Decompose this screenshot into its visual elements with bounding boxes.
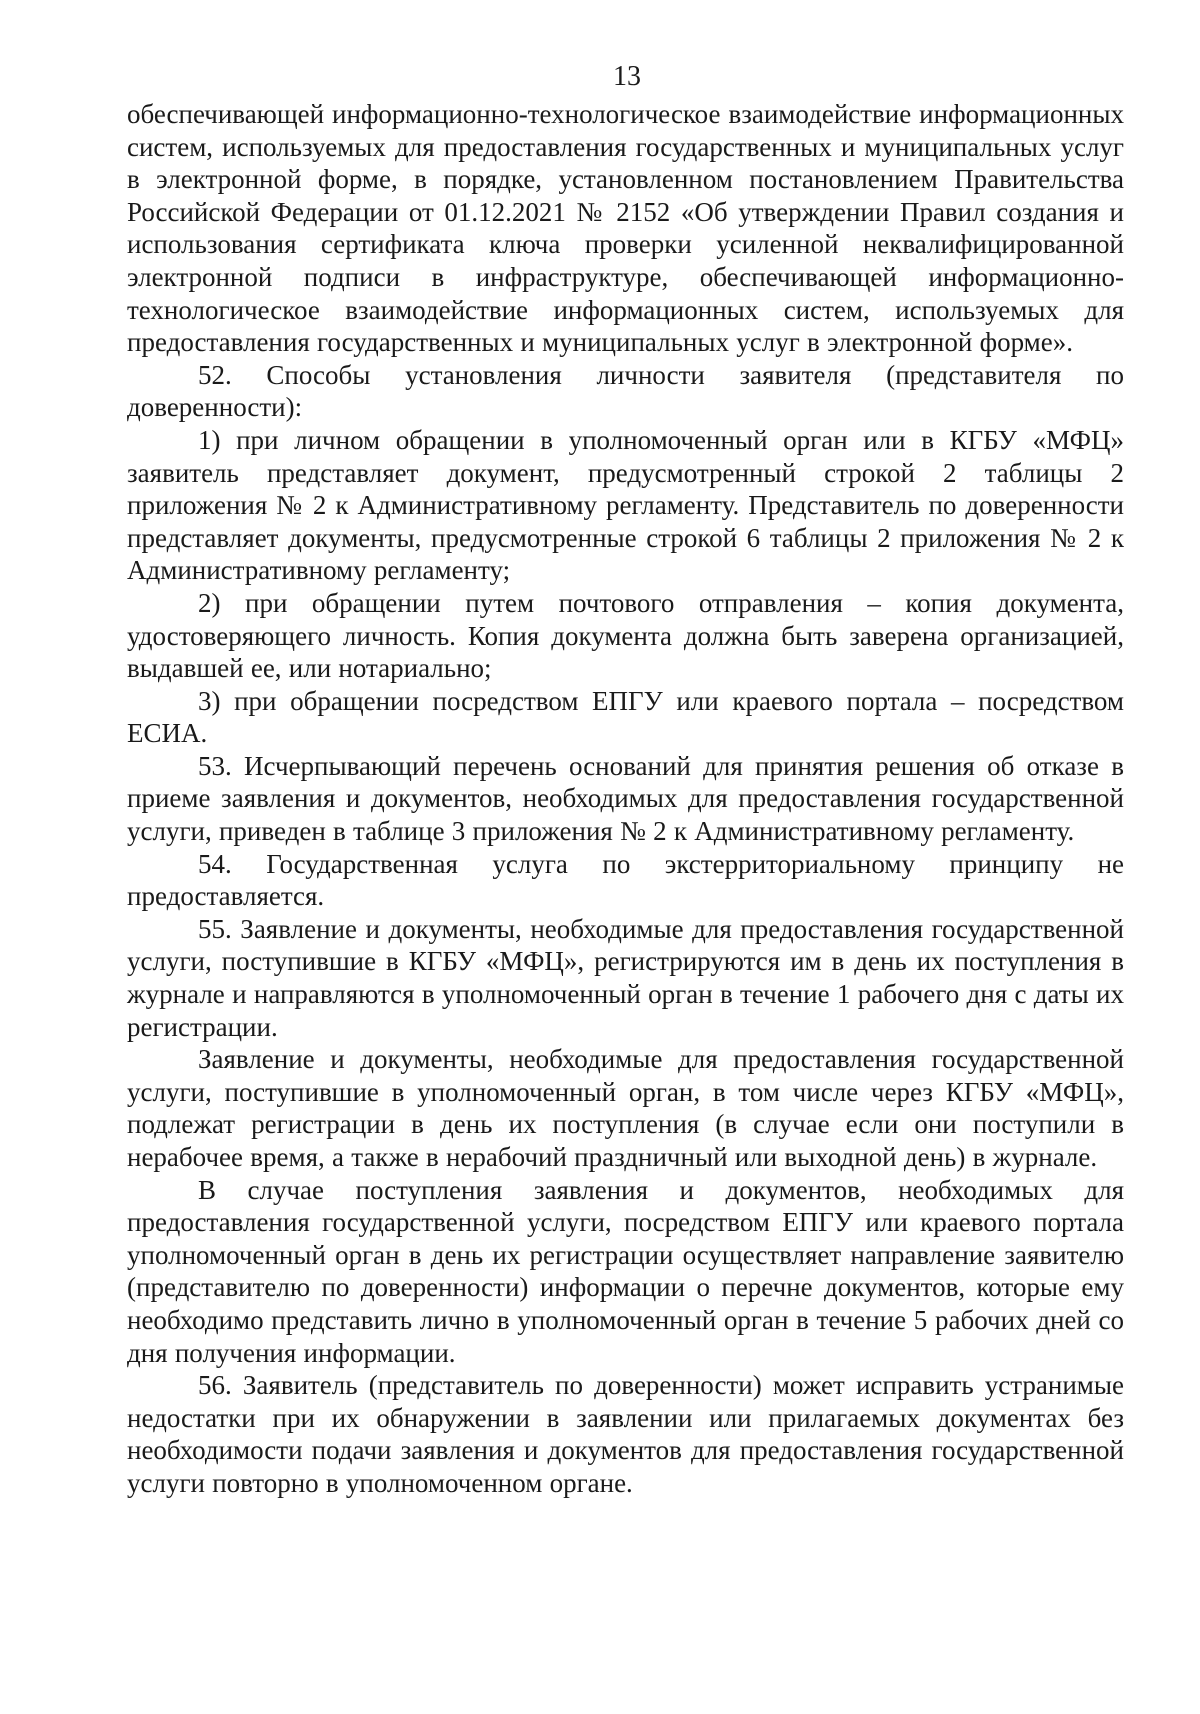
paragraph-53: 53. Исчерпывающий перечень оснований для принятия решения об отказе в приеме заявления и документов, необходимых для предоставления государственной услуги, приведен в таблице 3 приложения № 2 к Административному регламенту.	[127, 750, 1124, 847]
paragraph-52-item-2: 2) при обращении путем почтового отправления – копия документа, удостоверяющего личность. Копия документа должна быть заверена организацией, выдавшей ее, или нотариально;	[127, 587, 1124, 684]
paragraph-55: 55. Заявление и документы, необходимые для предоставления государственной услуги, поступившие в КГБУ «МФЦ», регистрируются им в день их поступления в журнале и направляются в уполномоченный орган в течение 1 рабочего дня с даты их регистрации.	[127, 913, 1124, 1042]
paragraph-52-item-3: 3) при обращении посредством ЕПГУ или краевого портала – посредством ЕСИА.	[127, 685, 1124, 749]
paragraph-52: 52. Способы установления личности заявителя (представителя по доверенности):	[127, 359, 1124, 423]
paragraph-55-registration: Заявление и документы, необходимые для предоставления государственной услуги, поступившие в уполномоченный орган, в том числе через КГБУ «МФЦ», подлежат регистрации в день их поступления (в случае если они поступили в нерабочее время, а также в нерабочий праздничный или выходной день) в журнале.	[127, 1044, 1124, 1172]
paragraph-54: 54. Государственная услуга по экстерриториальному принципу не предоставляется.	[127, 848, 1124, 912]
page-number: 13	[613, 61, 641, 92]
paragraph-55-epgu: В случае поступления заявления и документов, необходимых для предоставления государственной услуги, посредством ЕПГУ или краевого портала уполномоченный орган в день их регистрации осуществляет направление заявителю (представителю по доверенности) информации о перечне документов, которые ему необходимо представить лично в уполномоченный орган в течение 5 рабочих дней со дня получения информации.	[127, 1174, 1124, 1368]
paragraph-52-item-1: 1) при личном обращении в уполномоченный орган или в КГБУ «МФЦ» заявитель представляет документ, предусмотренный строкой 2 таблицы 2 приложения № 2 к Административному регламенту. Представитель по доверенности представляет документы, предусмотренные строкой 6 таблицы 2 приложения № 2 к Административному регламенту;	[127, 424, 1124, 586]
paragraph-continuation: обеспечивающей информационно-технологическое взаимодействие информационных систем, используемых для предоставления государственных и муниципальных услуг в электронной форме, в порядке, установленном постановлением Правительства Российской Федерации от 01.12.2021 № 2152 «Об утверждении Правил создания и использования сертификата ключа проверки усиленной неквалифицированной электронной подписи в инфраструктуре, обеспечивающей информационно-технологическое взаимодействие информационных систем, используемых для предоставления государственных и муниципальных услуг в электронной форме».	[127, 99, 1124, 358]
paragraph-56: 56. Заявитель (представитель по доверенности) может исправить устранимые недостатки при их обнаружении в заявлении или прилагаемых документах без необходимости подачи заявления и документов для предоставления государственной услуги повторно в уполномоченном органе.	[127, 1370, 1124, 1498]
document-body	[127, 98, 1124, 1500]
